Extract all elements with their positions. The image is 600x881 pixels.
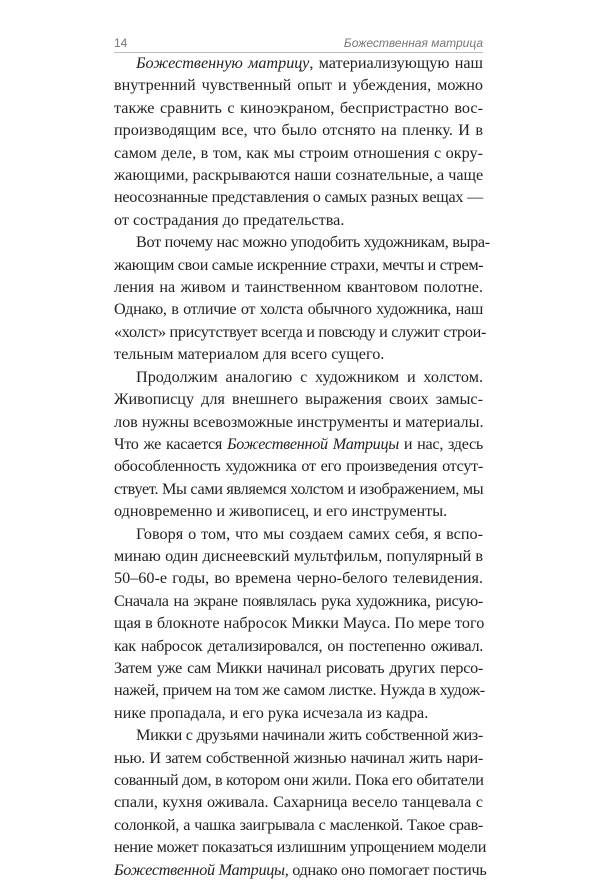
text-run: Микки с друзьями начинали жить собственной жиз- [136,726,483,745]
paragraph [114,52,483,231]
text-line [114,209,483,231]
text-line [114,791,483,813]
text-run: ствует. Мы сами являемся холстом и изображением, мы [114,479,484,498]
text-run: нике пропадала, и его рука исчезала из кадра. [114,703,429,722]
text-line [114,119,483,141]
text-run: солонкой, а чашка заигрывала с масленкой. Такое срав- [114,815,483,834]
text-run: 50–60-е годы, во времена черно-белого телевидения. [114,569,483,588]
paragraph [114,366,483,523]
text-line [114,52,483,74]
text-run: нажей, причем на том же самом листке. Нужда в худож- [114,681,485,700]
page-header [114,36,483,53]
running-title: Божественная матрица [343,36,483,50]
text-run: Что же касается [114,434,228,453]
text-run: Сначала на экране появлялась рука художника, рисую- [114,591,483,610]
text-line [114,366,483,388]
text-line [114,567,483,589]
text-run: самом деле, в том, как мы строим отношения с окру- [114,143,483,162]
text-line [114,724,483,746]
text-line [114,254,483,276]
italic-text: Божественной Матрицы [227,434,399,453]
text-line [114,500,483,522]
text-line [114,276,483,298]
text-run: Однако, в отличие от холста обычного художника, наш [114,300,483,319]
text-run: одновременно и живописец, и его инструменты. [114,502,448,521]
text-line [114,679,483,701]
text-line [114,859,487,881]
text-line [114,74,483,96]
text-run: также сравнить с киноэкраном, беспристрастно вос- [114,98,483,117]
text-run: , материализующую наш [309,54,484,72]
text-run: Продолжим аналогию с художником и холстом. [136,367,483,386]
text-line [114,433,483,455]
text-line [114,455,483,477]
body-text [114,52,490,881]
text-run: спали, кухня оживала. Сахарница весело танцевала с [114,793,483,812]
text-run: Затем уже сам Микки начинал рисовать других персо- [114,658,483,677]
text-line [114,657,483,679]
text-run: Говоря о том, что мы создаем самих себя, я вспо- [136,524,483,543]
text-line [114,545,483,567]
text-line [114,186,483,208]
text-line [114,814,483,836]
text-line [114,231,490,253]
text-run: «холст» присутствует всегда и повсюду и служит строи- [114,322,487,341]
text-run: минаю один диснеевский мультфильм, популярный в [114,546,483,565]
text-run: нью. И затем собственной жизнью начинал жить нари- [114,748,483,767]
text-run: как набросок детализировался, он постепенно оживал. [114,636,483,655]
text-run: тельным материалом для всего сущего. [114,345,385,364]
italic-text: Божественную матрицу [136,54,310,72]
text-run: Живописцу для внешнего выражения своих замыс- [114,390,483,409]
text-line [114,769,483,791]
paragraph [114,724,487,881]
text-run: нение может показаться излишним упрощением модели [114,838,487,857]
text-run: Вот почему нас можно уподобить художникам, выра- [136,233,490,252]
text-run: неосознанные представления о самых разных вещах — [114,188,483,207]
paragraph [114,231,490,365]
text-line [114,97,483,119]
text-line [114,142,483,164]
text-run: лов нужны всевозможные инструменты и материалы. [114,412,484,431]
text-run: обособленность художника от его произведения отсут- [114,457,483,476]
text-run: жающим свои самые искренние страхи, мечты и стрем- [114,255,484,274]
text-line [114,702,483,724]
text-run: щая в блокноте набросок Микки Мауса. По мере того [114,614,485,633]
text-run: жающими, раскрываются наши сознательные, а чаще [114,166,484,185]
text-line [114,478,483,500]
text-line [114,388,483,410]
text-run: сованный дом, в котором они жили. Пока его обитатели [114,771,484,789]
text-line [114,635,483,657]
text-line [114,836,487,858]
text-line [114,343,483,365]
paragraph [114,523,483,725]
text-run: , однако оно помогает постичь [284,860,487,879]
text-line [114,321,487,343]
text-line [114,164,483,186]
text-run: от сострадания до предательства. [114,210,345,229]
text-line [114,298,483,320]
text-line [114,523,483,545]
text-line [114,612,483,634]
text-run: ления на живом и таинственном квантовом полотне. [114,278,483,297]
text-run: и нас, здесь [398,434,483,453]
text-run: внутренний чувственный опыт и убеждения, можно [114,76,483,95]
page-number: 14 [114,36,128,50]
text-line [114,590,483,612]
text-line [114,411,483,433]
text-run: производящим все, что было отснято на пленку. И в [114,121,483,140]
italic-text: Божественной Матрицы [114,860,285,879]
